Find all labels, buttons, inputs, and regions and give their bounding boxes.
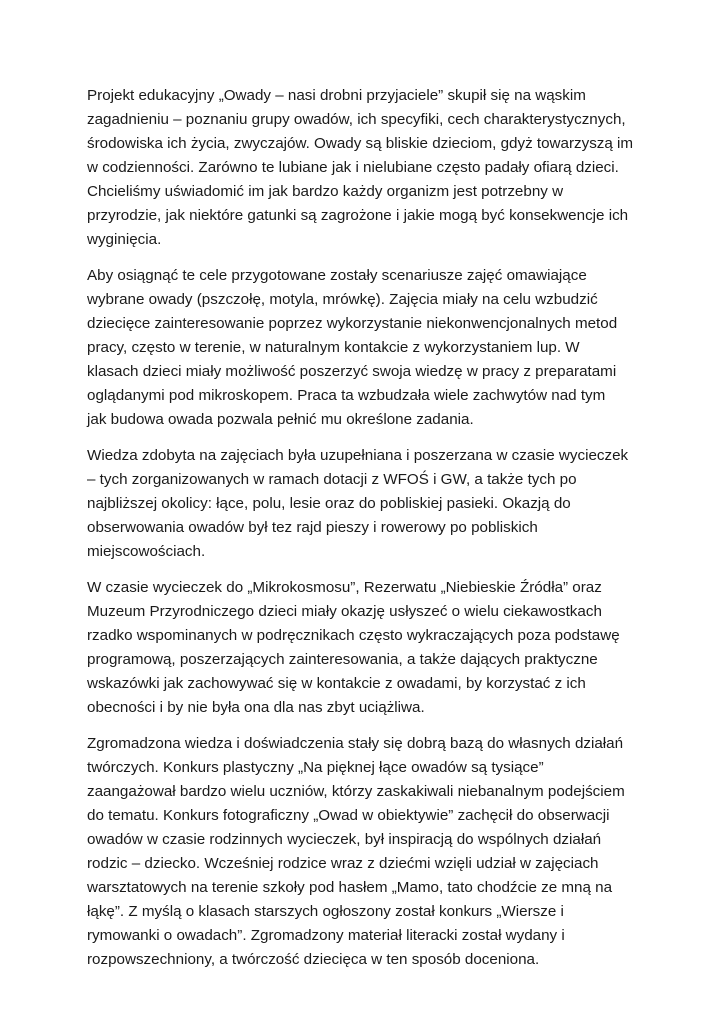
text-line: W czasie wycieczek do „Mikrokosmosu”, Rezerwatu „Niebieskie Źródła” oraz — [87, 579, 602, 596]
text-line: pracy, często w terenie, w naturalnym kontakcie z wykorzystaniem lup. W — [87, 339, 580, 356]
text-line: środowiska ich życia, zwyczajów. Owady są bliskie dzieciom, gdyż towarzyszą im — [87, 135, 634, 152]
text-line: – tych zorganizowanych w ramach dotacji z WFOŚ i GW, a także tych po — [87, 471, 577, 488]
text-line: do tematu. Konkurs fotograficzny „Owad w obiektywie” zachęcił do obserwacji — [87, 807, 610, 824]
text-line: Projekt edukacyjny „Owady – nasi drobni przyjaciele” skupił się na wąskim — [87, 87, 586, 104]
text-line: łąkę”. Z myślą o klasach starszych ogłoszony został konkurs „Wiersze i — [87, 903, 564, 920]
text-line: wybrane owady (pszczołę, motyla, mrówkę). Zajęcia miały na celu wzbudzić — [87, 291, 598, 308]
text-line: Chcieliśmy uświadomić im jak bardzo każdy organizm jest potrzebny w — [87, 183, 564, 200]
text-line: rozpowszechniony, a twórczość dziecięca w ten sposób doceniona. — [87, 951, 540, 968]
text-line: obserwowania owadów był tez rajd pieszy i rowerowy po pobliskich — [87, 519, 538, 536]
text-line: oglądanymi pod mikroskopem. Praca ta wzbudzała wiele zachwytów nad tym — [87, 387, 606, 404]
text-line: wskazówki jak zachowywać się w kontakcie z owadami, by korzystać z ich — [87, 675, 586, 692]
text-line: zaangażował bardzo wielu uczniów, którzy zaskakiwali niebanalnym podejściem — [87, 783, 625, 800]
text-line: klasach dzieci miały możliwość poszerzyć swoja wiedzę w pracy z preparatami — [87, 363, 617, 380]
text-line: w codzienności. Zarówno te lubiane jak i nielubiane często padały ofiarą dzieci. — [87, 159, 619, 176]
paragraph-4 — [87, 576, 647, 720]
document-body — [87, 84, 647, 984]
text-line: warsztatowych na terenie szkoły pod hasłem „Mamo, tato chodźcie ze mną na — [87, 879, 613, 896]
text-line: Zgromadzona wiedza i doświadczenia stały się dobrą bazą do własnych działań — [87, 735, 624, 752]
text-line: Muzeum Przyrodniczego dzieci miały okazję usłyszeć o wielu ciekawostkach — [87, 603, 602, 620]
paragraph-5 — [87, 732, 647, 972]
paragraph-2 — [87, 264, 647, 432]
text-line: dziecięce zainteresowanie poprzez wykorzystanie niekonwencjonalnych metod — [87, 315, 618, 332]
text-line: miejscowościach. — [87, 543, 206, 560]
text-line: twórczych. Konkurs plastyczny „Na pięknej łące owadów są tysiące” — [87, 759, 544, 776]
text-line: Aby osiągnąć te cele przygotowane zostały scenariusze zajęć omawiające — [87, 267, 587, 284]
text-line: programową, poszerzających zainteresowania, a także dających praktyczne — [87, 651, 598, 668]
text-line: wyginięcia. — [87, 231, 162, 248]
text-line: owadów w czasie rodzinnych wycieczek, był inspiracją do wspólnych działań — [87, 831, 602, 848]
text-line: rzadko wspominanych w podręcznikach często wykraczających poza podstawę — [87, 627, 620, 644]
text-line: jak budowa owada pozwala pełnić mu określone zadania. — [87, 411, 474, 428]
text-line: rodzic – dziecko. Wcześniej rodzice wraz z dziećmi wzięli udział w zajęciach — [87, 855, 599, 872]
text-line: rymowanki o owadach”. Zgromadzony materiał literacki został wydany i — [87, 927, 565, 944]
text-line: przyrodzie, jak niektóre gatunki są zagrożone i jakie mogą być konsekwencje ich — [87, 207, 629, 224]
text-line: Wiedza zdobyta na zajęciach była uzupełniana i poszerzana w czasie wycieczek — [87, 447, 629, 464]
paragraph-1 — [87, 84, 647, 252]
paragraph-3 — [87, 444, 647, 564]
text-line: zagadnieniu – poznaniu grupy owadów, ich specyfiki, cech charakterystycznych, — [87, 111, 626, 128]
text-line: obecności i by nie była ona dla nas zbyt uciążliwa. — [87, 699, 425, 716]
text-line: najbliższej okolicy: łące, polu, lesie oraz do pobliskiej pasieki. Okazją do — [87, 495, 571, 512]
